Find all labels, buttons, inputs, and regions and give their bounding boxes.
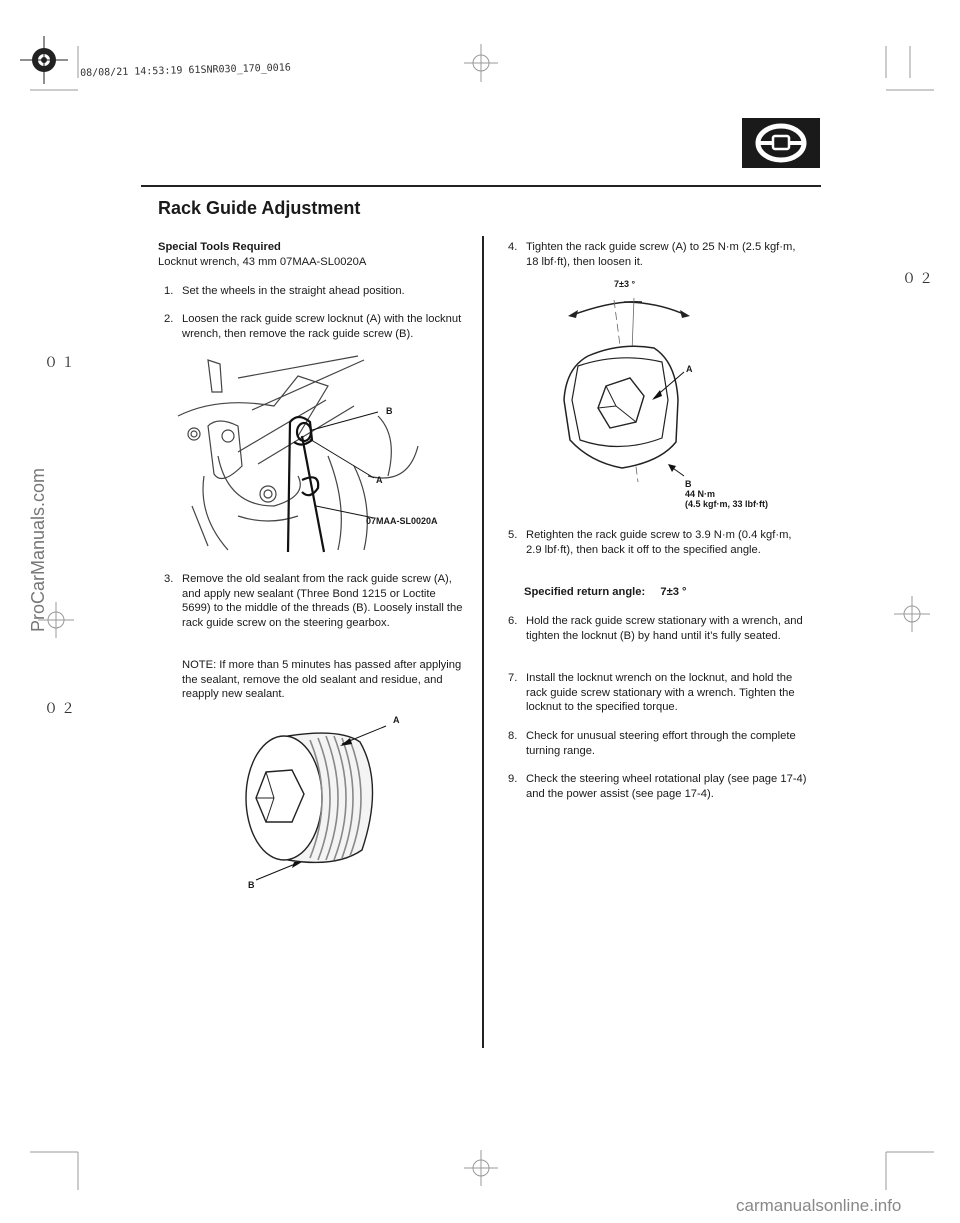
step-text: Loosen the rack guide screw locknut (A) with the locknut wrench, then remove the rack guide screw (B). <box>182 313 462 340</box>
step-number: 7. <box>508 672 518 684</box>
step-7 <box>508 671 808 715</box>
step-number: 1. <box>164 285 174 297</box>
watermark-bottom: carmanualsonline.info <box>736 1196 902 1215</box>
step-number: 9. <box>508 773 518 785</box>
step-text: Install the locknut wrench on the locknut, and hold the rack guide screw stationary with a wrench. Tighten the locknut to the specified torque. <box>526 672 795 714</box>
step-number: 5. <box>508 529 518 541</box>
step-text: Retighten the rack guide screw to 3.9 N·m (0.4 kgf·m, 2.9 lbf·ft), then back it off to the specified angle. <box>526 529 792 556</box>
step-number: 4. <box>508 241 518 253</box>
side-marker-02-left: ０２ <box>44 701 78 717</box>
watermark-left: ProCarManuals.com <box>28 467 48 632</box>
fig3-label-a: A <box>686 364 693 374</box>
step-4 <box>508 240 808 269</box>
spec-value: 7±3 ° <box>660 586 687 598</box>
steering-wheel-icon <box>742 118 820 168</box>
spec-label: Specified return angle: <box>524 586 646 598</box>
step-text: Check the steering wheel rotational play (see page 17-4) and the power assist (see page 17-4). <box>526 773 807 800</box>
step-number: 3. <box>164 573 174 585</box>
print-timestamp: 08/08/21 14:53:19 61SNR030_170_0016 <box>80 62 291 79</box>
fig1-label-tool: 07MAA-SL0020A <box>366 516 438 526</box>
fig3-torque-nm: 44 N·m <box>685 489 716 499</box>
fig2-label-a: A <box>393 715 400 725</box>
step-number: 2. <box>164 313 174 325</box>
fig3-label-b: B <box>685 479 692 489</box>
step-text: Hold the rack guide screw stationary with a wrench, and tighten the locknut (B) by hand until it’s fully seated. <box>526 615 803 642</box>
header-rule <box>141 185 821 187</box>
side-marker-01: ０１ <box>44 355 78 371</box>
registration-target-icon <box>20 36 68 84</box>
step-8 <box>508 729 808 758</box>
fig3-angle-label: 7±3 ° <box>614 279 636 289</box>
step-5 <box>508 528 808 557</box>
column-divider <box>482 236 484 1048</box>
step-text: Tighten the rack guide screw (A) to 25 N·m (2.5 kgf·m, 18 lbf·ft), then loosen it. <box>526 241 796 268</box>
figure-return-angle <box>550 292 750 492</box>
side-marker-02-right: ０２ <box>902 271 936 287</box>
special-tools-heading: Special Tools Required <box>158 241 281 253</box>
page-title: Rack Guide Adjustment <box>158 198 361 218</box>
step-number: 6. <box>508 615 518 627</box>
spec-return-angle <box>524 585 687 600</box>
fig3-torque-alt: (4.5 kgf·m, 33 lbf·ft) <box>685 499 769 509</box>
step-1 <box>164 284 464 299</box>
fig2-label-b: B <box>248 880 255 890</box>
fig1-label-a: A <box>376 475 383 485</box>
step-2 <box>164 312 464 341</box>
step-text: Set the wheels in the straight ahead position. <box>182 285 405 297</box>
section-icon-box <box>742 118 820 168</box>
sealant-note: NOTE: If more than 5 minutes has passed after applying the sealant, remove the old sealant and residue, and reapply new sealant. <box>182 659 462 701</box>
special-tools-item: Locknut wrench, 43 mm 07MAA-SL0020A <box>158 256 367 268</box>
step-3 <box>164 572 464 630</box>
figure-rack-guide-screw <box>236 722 396 882</box>
step-number: 8. <box>508 730 518 742</box>
step-text: Check for unusual steering effort through the complete turning range. <box>526 730 796 757</box>
step-text: Remove the old sealant from the rack guide screw (A), and apply new sealant (Three Bond 1215 or Loctite 5699) to the middle of the threads (B). Loosely install the rack guide screw on the steering gearbox. <box>182 573 463 629</box>
step-9 <box>508 772 808 801</box>
fig1-label-b: B <box>386 406 393 416</box>
step-6 <box>508 614 808 643</box>
figure-locknut-wrench <box>178 356 458 556</box>
